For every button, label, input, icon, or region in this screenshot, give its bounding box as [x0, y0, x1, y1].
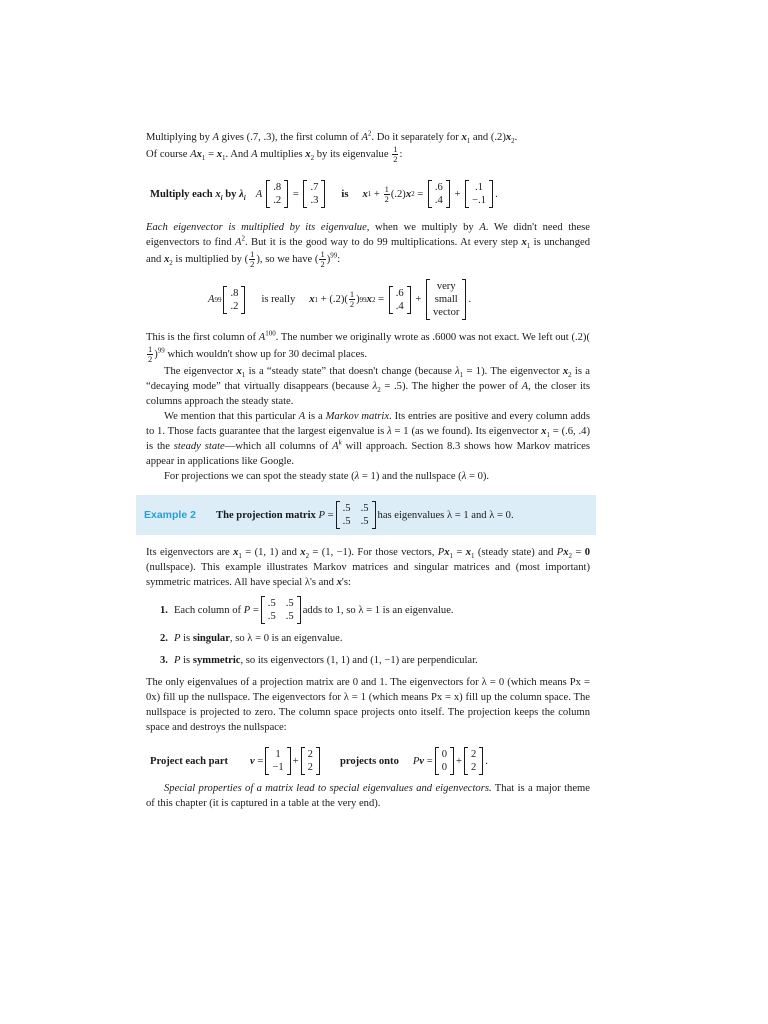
vector-v1: 1 −1: [265, 747, 290, 775]
matrix-rhs: .7 .3: [303, 180, 325, 208]
matrix-a99: .8 .2: [223, 286, 245, 314]
intro-text: Multiplying by: [146, 132, 210, 143]
equation-label: Multiply each $x_i$ by $\lambda_i$: [150, 188, 246, 202]
paragraph-eigenvector-multiplied: Each eigenvector is multiplied by its eigenvalue, when we multiply by A. We didn't need these eigenvectors to find $A^2$. But it is the good way to do 99 multiplications. At every step $x_1$ is unchanged and $x_2$ is multiplied by ( $\frac{1}{2}$ ), so we have ( $\frac{1}{2}$ )$^{99}$:: [146, 222, 591, 269]
vector-v2: 2 2: [301, 747, 320, 775]
paragraph-projections: For projections we can spot the steady state (λ = 1) and the nullspace (λ = 0).: [164, 471, 490, 482]
example-box: Example 2 The projection matrix P = .5 .5 .5 .5 has eigenvalues λ = 1 and λ = 0.: [136, 495, 596, 535]
equation-is: is: [341, 188, 349, 200]
intro-text: gives (.7, .3), the first column of: [221, 132, 359, 143]
matrix-lhs: .8 .2: [266, 180, 288, 208]
intro-text: . Do it separately for: [371, 132, 459, 143]
example-label: Example 2: [144, 508, 196, 521]
equation-projects: projects onto: [339, 755, 399, 767]
vector-p1: 0 0: [435, 747, 454, 775]
list-item: 3. P is symmetric , so its eigenvectors (1, 1) and (1, −1) are perpendicular.: [160, 655, 478, 666]
list-item: 1. Each column of P = .5 .5 .5 .5 adds to 1, so λ = 1 is an eigenvalue.: [160, 598, 454, 622]
paragraph-markov: We mention that this particular A is a Markov matrix. Its entries are positive and every column adds to 1. Those facts guarantee that the largest eigenvalue is λ = 1 (as we found). Its eigenvector $x_1 = (.6$, .4) is the steady state—which all columns of $A^k$ will approach. Section 8.3 shows how Markov matrices appear in applications like Google.: [146, 411, 590, 467]
example-tail: has eigenvalues λ = 1 and λ = 0.: [377, 509, 514, 521]
intro-paragraph: Multiplying by A gives (.7, .3), the first column of $A^2$. Do it separately for $x_1$ and $(.2)x_2$. Of course $Ax_1 = x_1$. And A multiplies $x_2$ by its eigenvalue $\frac{1}{2}$ :: [146, 129, 518, 164]
intro-text: by its eigenvalue: [316, 148, 389, 160]
vector-p2: 2 2: [464, 747, 483, 775]
fraction-half: $\frac{1}{2}$: [393, 144, 398, 164]
intro-text: multiplies: [260, 148, 303, 160]
equation-really: is really: [261, 294, 296, 305]
equation-project-each-part: Project each part v = 1 −1 + 2 2 projects onto P v = 0 0 + 2 2 .: [150, 749, 488, 773]
equation-a99: A 99 .8 .2 is really x 1 + (.2)( $\frac{1}{2}$ ) 99 x 2 = .6 .4 + very small vector .: [208, 281, 472, 318]
matrix-small-vector: very small vector: [426, 279, 466, 320]
property-list: [160, 596, 590, 668]
intro-text: Of course: [146, 148, 188, 160]
paragraph-first-column: This is the first column of $A^{100}$. The number we originally wrote as .6000 was not exact. We left out (.2)( $\frac{1}{2}$ )$^{99}$ which wouldn't show up for 30 decimal places.: [146, 329, 590, 364]
equation-multiply-each: Multiply each $x_i$ by $\lambda_i$ A .8 .2 = .7 .3 is x 1 + $\frac{1}{2}$ (.2) x 2 = .6 .4 + .1 −.1 .: [150, 182, 498, 206]
page-content: [146, 130, 590, 811]
matrix-projection: .5 .5 .5 .5: [336, 501, 376, 529]
list-item: 2. P is singular , so λ = 0 is an eigenvalue.: [160, 633, 343, 644]
paragraph-steady-state: The eigenvector $x_1$ is a “steady state” that doesn't change (because $\lambda_1 = 1$). The eigenvector $x_2$ is a “decaying mode” that virtually disappears (because $\lambda_2 = .5$). The higher the power of A, the closer its columns approach the steady state.: [146, 366, 590, 407]
matrix-steady: .6 .4: [389, 286, 411, 314]
paragraph-eigenvectors: Its eigenvectors are $x_1 = (1$, 1) and $x_2 = (1$, −1). For those vectors, $Px_1 = x_1$ (steady state) and $Px_2 = 0$ (nullspace). This example illustrates Markov matrices and singular matrices and (most important) symmetric matrices. All have special λ's and x's:: [146, 547, 591, 588]
matrix-list: .5 .5 .5 .5: [261, 596, 301, 624]
paragraph-special-properties: Special properties of a matrix lead to special eigenvalues and eigenvectors. That is a major theme of this chapter (it is captured in a table at the very end).: [146, 783, 590, 809]
matrix-sum-2: .1 −.1: [465, 180, 493, 208]
equation-label: Project each part: [150, 755, 229, 767]
example-title: The projection matrix: [216, 509, 316, 521]
matrix-sum-1: .6 .4: [428, 180, 450, 208]
paragraph-projection-eigenvalues: The only eigenvalues of a projection matrix are 0 and 1. The eigenvectors for λ = 0 (which means Px = 0x) fill up the nullspace. The eigenvectors for λ = 1 (which means Px = x) fill up the column space. The nullspace is projected to zero. The column space projects onto itself. The projection keeps the column space and destroys the nullspace:: [146, 677, 590, 733]
intro-text: . And: [225, 148, 249, 160]
